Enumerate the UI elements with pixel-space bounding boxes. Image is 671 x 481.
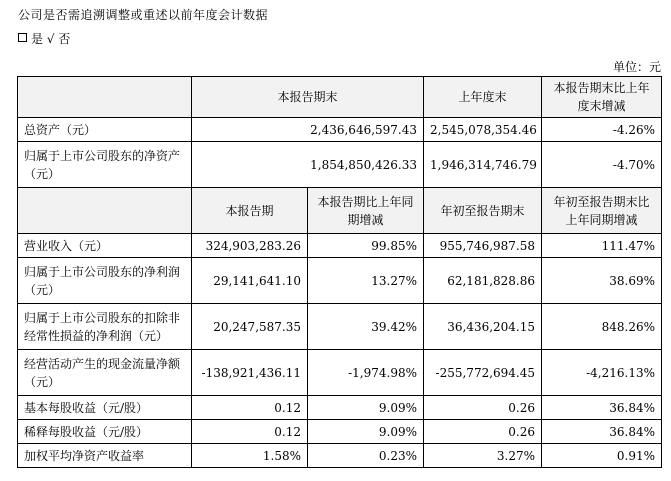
cell-value: -138,921,436.11	[192, 350, 308, 396]
cell-value: 848.26%	[542, 304, 662, 350]
cell-value: 324,903,283.26	[192, 234, 308, 258]
header-cell: 本报告期	[192, 188, 308, 234]
header-cell-empty	[18, 188, 192, 234]
cell-value: 2,545,078,354.46	[424, 118, 542, 142]
cell-value: 20,247,587.35	[192, 304, 308, 350]
choice-yes: 是	[31, 32, 44, 46]
cell-value: 36.84%	[542, 396, 662, 420]
cell-value: -1,974.98%	[308, 350, 424, 396]
cell-value: 1,946,314,746.79	[424, 142, 542, 188]
row-label: 归属于上市公司股东的净资产（元）	[18, 142, 192, 188]
check-mark-icon: √	[46, 32, 55, 46]
cell-value: 99.85%	[308, 234, 424, 258]
checkbox-icon	[18, 33, 27, 42]
row-label: 经营活动产生的现金流量净额（元）	[18, 350, 192, 396]
header-cell: 本报告期末	[192, 77, 424, 118]
row-label: 稀释每股收益（元/股）	[18, 420, 192, 444]
table-row	[18, 234, 662, 258]
table-row	[18, 396, 662, 420]
row-label: 总资产（元）	[18, 118, 192, 142]
table-row	[18, 118, 662, 142]
cell-value: 0.12	[192, 396, 308, 420]
cell-value: 9.09%	[308, 396, 424, 420]
table2-header-row	[18, 188, 662, 234]
cell-value: -4.70%	[542, 142, 662, 188]
choice-no: 否	[58, 32, 71, 46]
cell-value: 13.27%	[308, 258, 424, 304]
section-heading: 公司是否需追溯调整或重述以前年度会计数据	[18, 8, 269, 22]
cell-value: 39.42%	[308, 304, 424, 350]
table1-header-row	[18, 77, 662, 118]
cell-value: 38.69%	[542, 258, 662, 304]
row-label: 加权平均净资产收益率	[18, 444, 192, 468]
table-row	[18, 258, 662, 304]
table-row	[18, 304, 662, 350]
cell-value: 0.23%	[308, 444, 424, 468]
header-cell: 年初至报告期末	[424, 188, 542, 234]
cell-value: 111.47%	[542, 234, 662, 258]
header-cell-empty	[18, 77, 192, 118]
cell-value: 1.58%	[192, 444, 308, 468]
table-row	[18, 350, 662, 396]
header-cell: 年初至报告期末比上年同期增减	[542, 188, 662, 234]
row-label: 基本每股收益（元/股）	[18, 396, 192, 420]
cell-value: 955,746,987.58	[424, 234, 542, 258]
table-row	[18, 444, 662, 468]
cell-value: 0.26	[424, 420, 542, 444]
cell-value: 62,181,828.86	[424, 258, 542, 304]
header-cell: 本报告期末比上年度末增减	[542, 77, 662, 118]
restatement-choice	[18, 30, 70, 47]
row-label: 归属于上市公司股东的扣除非经常性损益的净利润（元）	[18, 304, 192, 350]
cell-value: 3.27%	[424, 444, 542, 468]
cell-value: 36,436,204.15	[424, 304, 542, 350]
cell-value: 29,141,641.10	[192, 258, 308, 304]
cell-value: 1,854,850,426.33	[192, 142, 424, 188]
cell-value: -4.26%	[542, 118, 662, 142]
cell-value: 0.26	[424, 396, 542, 420]
table-row	[18, 420, 662, 444]
financial-data-table	[17, 76, 662, 468]
row-label: 营业收入（元）	[18, 234, 192, 258]
header-cell: 本报告期比上年同期增减	[308, 188, 424, 234]
cell-value: 2,436,646,597.43	[192, 118, 424, 142]
cell-value: -4,216.13%	[542, 350, 662, 396]
header-cell: 上年度末	[424, 77, 542, 118]
cell-value: 0.91%	[542, 444, 662, 468]
table-row	[18, 142, 662, 188]
cell-value: 0.12	[192, 420, 308, 444]
cell-value: 36.84%	[542, 420, 662, 444]
cell-value: 9.09%	[308, 420, 424, 444]
cell-value: -255,772,694.45	[424, 350, 542, 396]
row-label: 归属于上市公司股东的净利润（元）	[18, 258, 192, 304]
unit-label: 单位：元	[612, 60, 661, 74]
